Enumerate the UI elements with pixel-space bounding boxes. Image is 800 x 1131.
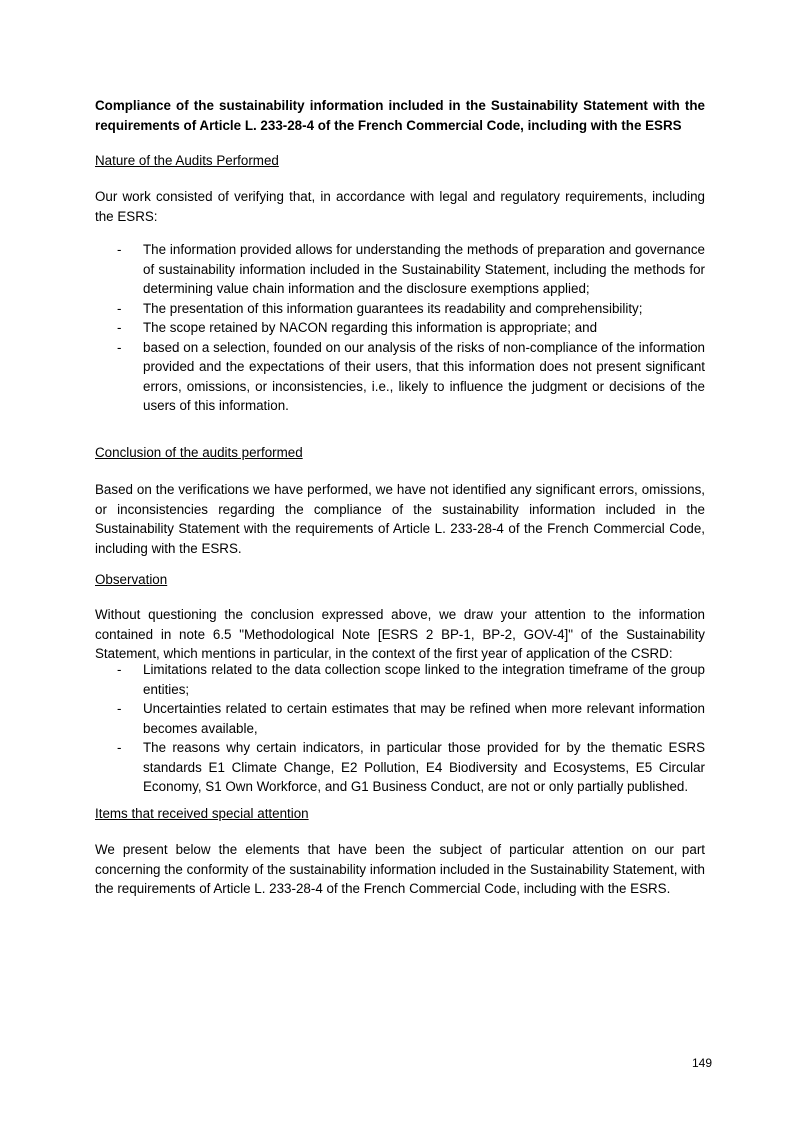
section-title-nature-of-audits: Nature of the Audits Performed — [95, 153, 279, 168]
list-item: - The information provided allows for understanding the methods of preparation and governance of sustainability information included in the Sustainability Statement, including the methods for determining value chain information and the disclosure exemptions applied; — [117, 242, 705, 296]
list-dash: - — [117, 320, 122, 335]
audit-scope-list — [95, 240, 705, 416]
section-intro-observation: Without questioning the conclusion expressed above, we draw your attention to the information contained in note 6.5 "Methodological Note [ESRS 2 BP-1, BP-2, GOV-4]" of the Sustainability Statement, which mentions in particular, in the context of the first year of application of the CSRD: — [95, 607, 705, 661]
list-dash: - — [117, 662, 122, 677]
page-number: 149 — [691, 1056, 712, 1070]
list-item: - Limitations related to the data collection scope linked to the integration timeframe of the group entities; — [117, 662, 705, 697]
section-title-special-attention: Items that received special attention — [95, 806, 309, 821]
list-dash: - — [117, 740, 122, 755]
list-dash: - — [117, 339, 122, 355]
document-heading: Compliance of the sustainability information included in the Sustainability Statement with the requirements of Article L. 233-28-4 of the French Commercial Code, including with the ESRS — [95, 98, 705, 133]
list-dash: - — [117, 242, 122, 257]
observation-list — [95, 660, 705, 797]
list-dash: - — [117, 701, 122, 716]
list-item: - The presentation of this information guarantees its readability and comprehensibility; — [95, 299, 705, 319]
section-title-observation: Observation — [95, 572, 168, 587]
section-intro-nature-of-audits: Our work consisted of verifying that, in accordance with legal and regulatory requirements, including the ESRS: — [95, 189, 705, 224]
list-dash: - — [117, 300, 122, 316]
list-item: - The reasons why certain indicators, in particular those provided for by the thematic ESRS standards E1 Climate Change, E2 Pollution, E4 Biodiversity and Ecosystems, E5 Circular Economy, S1 Own Workforce, and G1 Business Conduct, are not or only partially published. — [117, 740, 705, 794]
list-item: - The scope retained by NACON regarding this information is appropriate; and — [95, 318, 705, 338]
section-body-conclusion: Based on the verifications we have performed, we have not identified any significant errors, omissions, or inconsistencies regarding the compliance of the sustainability information included in the Sustainability Statement with the requirements of Article L. 233-28-4 of the French Commercial Code, including with the ESRS. — [95, 482, 705, 556]
section-body-special-attention: We present below the elements that have been the subject of particular attention on our part concerning the conformity of the sustainability information included in the Sustainability Statement, with the requirements of Article L. 233-28-4 of the French Commercial Code, including with the ESRS. — [95, 842, 705, 896]
section-title-conclusion: Conclusion of the audits performed — [95, 445, 303, 460]
list-item: - Uncertainties related to certain estimates that may be refined when more relevant information becomes available, — [117, 701, 705, 736]
list-item: - based on a selection, founded on our analysis of the risks of non-compliance of the information provided and the expectations of their users, that this information does not present significant errors, omissions, or inconsistencies, i.e., likely to influence the judgment or decisions of the users of this information. — [117, 339, 705, 413]
